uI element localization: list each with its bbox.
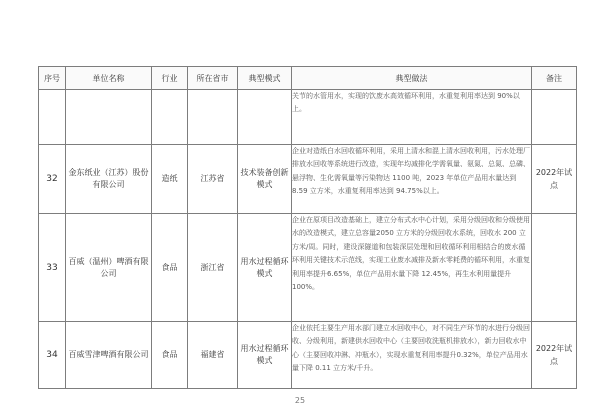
row-index [39, 90, 66, 145]
row-practice: 企业在原项目改造基础上，建立分布式水中心计划，采用分级回收和分级使用水的改造模式，建立总容量2050 立方米的分级回收水系统，回收水 200 立方米/周。同时，建设深隧道和包装深层处理和回收循环利用相结合的废水循环利用关键技术示范线，实现工业废水减排及新水零耗费的循环利用，水重复利用率提升6.65%，单位产品用水量下降 12.45%，再生水利用量提升 100%。 [292, 214, 532, 322]
row-practice: 企业依托主要生产用水部门建立水回收中心，对不同生产环节的水进行分级回收、分级利用，新建供水回收中心（主要回收洗瓶机排放水），新力回收水中心（主要回收冲淋、冲瓶水），实现水重复利用率提升0.32%，单位产品用水量下降 0.11 立方米/千升。 [292, 322, 532, 389]
row-industry: 食品 [152, 214, 188, 322]
header-province: 所在省市 [188, 67, 238, 90]
row-company: 百威雪津啤酒有限公司 [66, 322, 152, 389]
header-index: 序号 [39, 67, 66, 90]
header-mode: 典型模式 [238, 67, 292, 90]
row-practice: 关节的水管用水，实现的饮废水高效循环利用，水重复利用率达到 90%以上。 [292, 90, 532, 145]
header-practice: 典型做法 [292, 67, 532, 90]
row-industry: 造纸 [152, 145, 188, 214]
header-row [39, 67, 577, 90]
row-mode [238, 90, 292, 145]
row-province: 福建省 [188, 322, 238, 389]
page-number: 25 [294, 396, 306, 405]
table-row [39, 90, 577, 145]
header-company: 单位名称 [66, 67, 152, 90]
row-mode: 用水过程循环模式 [238, 322, 292, 389]
row-mode: 技术装备创新模式 [238, 145, 292, 214]
row-index: 34 [39, 322, 66, 389]
row-industry [152, 90, 188, 145]
row-company: 金东纸业（江苏）股份有限公司 [66, 145, 152, 214]
header-industry: 行业 [152, 67, 188, 90]
row-note [532, 214, 577, 322]
table-row [39, 214, 577, 322]
row-note [532, 90, 577, 145]
row-index: 32 [39, 145, 66, 214]
practices-table [38, 66, 577, 389]
row-province [188, 90, 238, 145]
row-company: 百威（温州）啤酒有限公司 [66, 214, 152, 322]
row-index: 33 [39, 214, 66, 322]
row-mode: 用水过程循环模式 [238, 214, 292, 322]
row-industry: 食品 [152, 322, 188, 389]
header-note: 备注 [532, 67, 577, 90]
table-row [39, 322, 577, 389]
row-province: 浙江省 [188, 214, 238, 322]
row-practice: 企业对造纸白水回收循环利用，采用上清水和混上清水回收利用，污水处理厂排放水回收等系统进行改造，实现年均减排化学需氧量、氨氮、总氮、总磷、悬浮物、生化需氧量等污染物达 1100 吨，2023 年单位产品用水量达到 8.59 立方米，水重复利用率达到 94.75%以上。 [292, 145, 532, 214]
row-note: 2022年试点 [532, 322, 577, 389]
row-company [66, 90, 152, 145]
row-note: 2022年试点 [532, 145, 577, 214]
row-province: 江苏省 [188, 145, 238, 214]
table-row [39, 145, 577, 214]
